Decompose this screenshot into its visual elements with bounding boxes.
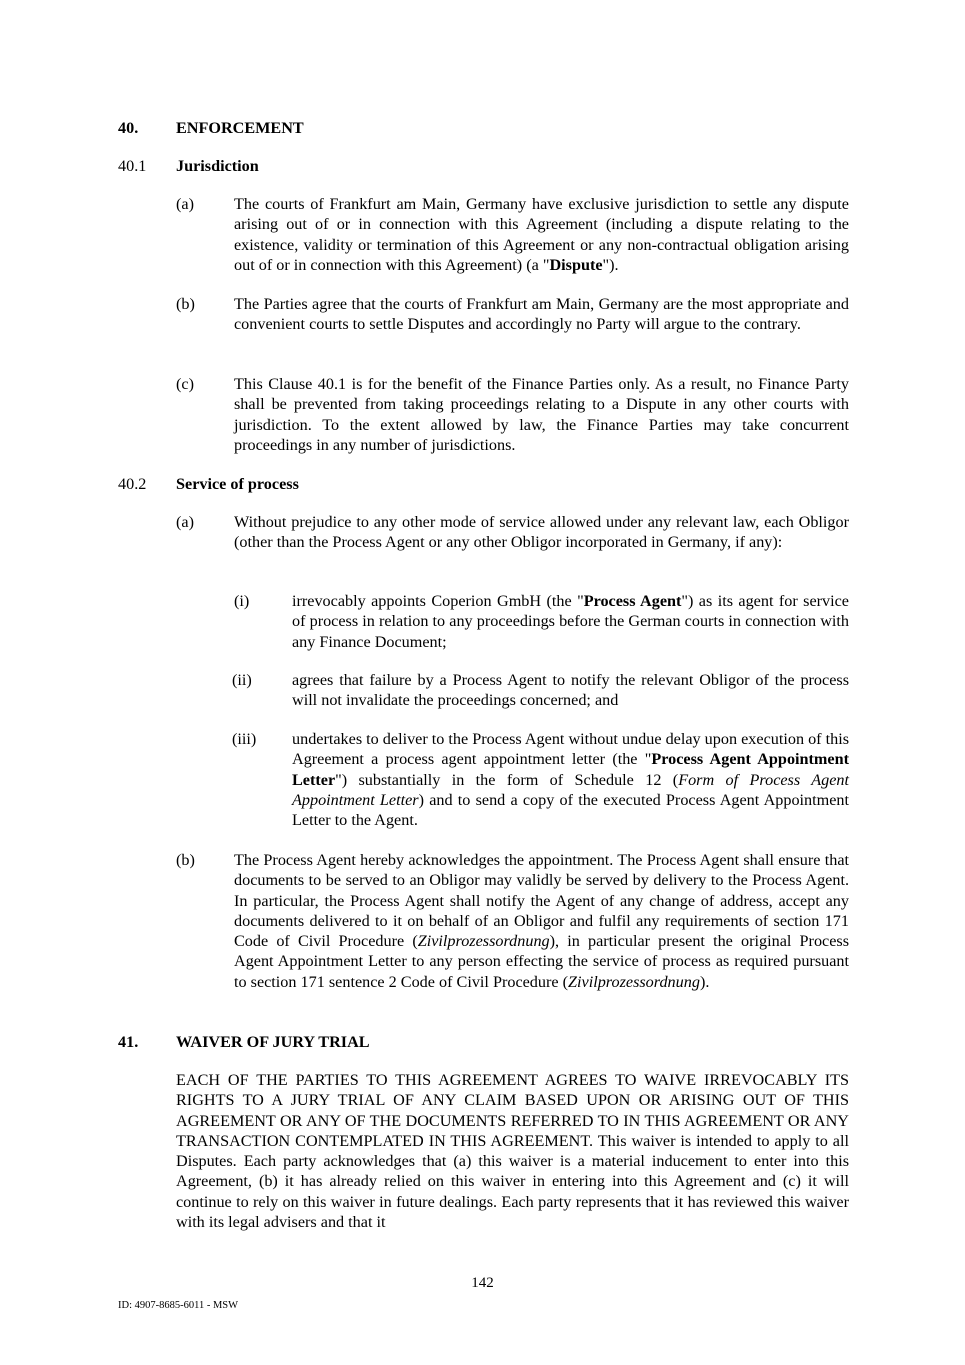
subparagraph-label: (iii) [232, 730, 257, 748]
section-number: 40. [118, 119, 139, 137]
subparagraph-text: irrevocably appoints Coperion GmbH (the "Process Agent") as its agent for service of process in relation to any proceedings before the German courts in connection with any Finance Document; [292, 592, 849, 651]
section-title: ENFORCEMENT [176, 119, 304, 137]
paragraph-text: The Parties agree that the courts of Frankfurt am Main, Germany are the most appropriate and convenient courts to settle Disputes and accordingly no Party will argue to the contrary. [234, 295, 849, 334]
subparagraph-label: (ii) [232, 671, 252, 689]
paragraph-label: (b) [176, 851, 195, 869]
clause-number: 40.1 [118, 157, 147, 175]
subparagraph-text: agrees that failure by a Process Agent to notify the relevant Obligor of the process will not invalidate the proceedings concerned; and [292, 671, 849, 710]
page-number: 142 [471, 1275, 494, 1291]
paragraph-text: Without prejudice to any other mode of service allowed under any relevant law, each Obligor (other than the Process Agent or any other Obligor incorporated in Germany, if any): [234, 513, 849, 552]
paragraph-label: (a) [176, 513, 194, 531]
paragraph-label: (c) [176, 375, 194, 393]
paragraph-text: EACH OF THE PARTIES TO THIS AGREEMENT AGREES TO WAIVE IRREVOCABLY ITS RIGHTS TO A JURY TRIAL OF ANY CLAIM BASED UPON OR ARISING OUT OF THIS AGREEMENT OR ANY OF THE DOCUMENTS REFERRED TO IN THIS AGREEMENT OR ANY TRANSACTION CONTEMPLATED IN THIS AGREEMENT. This waiver is intended to apply to all Disputes. Each party acknowledges that (a) this waiver is a material inducement to enter into this Agreement, (b) it has already relied on this waiver in entering into this Agreement and (c) it will continue to rely on this waiver in future dealings. Each party represents that it has reviewed this waiver with its legal advisers and that it [176, 1071, 849, 1232]
clause-title: Jurisdiction [176, 157, 259, 175]
section-number: 41. [118, 1033, 139, 1051]
clause-number: 40.2 [118, 475, 147, 493]
paragraph-text: The Process Agent hereby acknowledges the appointment. The Process Agent shall ensure that documents to be served to an Obligor may validly be served by delivery to the Process Agent. In particular, the Process Agent shall notify the Agent of any change of address, accept any documents delivered to it on behalf of an Obligor and fulfil any requirements of section 171 Code of Civil Procedure (Zivilprozessordnung), in particular present the original Process Agent Appointment Letter to any person effecting the service of process as required pursuant to section 171 sentence 2 Code of Civil Procedure (Zivilprozessordnung). [234, 851, 850, 991]
subparagraph-text: undertakes to deliver to the Process Agent without undue delay upon execution of this Agreement a process agent appointment letter (the "Process Agent Appointment Letter") substantially in the form of Schedule 12 (Form of Process Agent Appointment Letter) and to send a copy of the executed Process Agent Appointment Letter to the Agent. [292, 730, 850, 830]
document-id: ID: 4907-8685-6011 - MSW [118, 1300, 239, 1311]
paragraph-text: The courts of Frankfurt am Main, Germany have exclusive jurisdiction to settle any dispute arising out of or in connection with this Agreement (including a dispute relating to the existence, validity or termination of this Agreement or any non-contractual obligation arising out of or in connection with this Agreement) (a "Dispute"). [234, 195, 849, 274]
paragraph-text: This Clause 40.1 is for the benefit of the Finance Parties only. As a result, no Finance Party shall be prevented from taking proceedings relating to a Dispute in any other courts with jurisdiction. To the extent allowed by law, the Finance Parties may take concurrent proceedings in any number of jurisdictions. [234, 375, 849, 454]
clause-title: Service of process [176, 475, 299, 493]
subparagraph-label: (i) [234, 592, 250, 610]
section-title: WAIVER OF JURY TRIAL [176, 1033, 370, 1051]
paragraph-label: (b) [176, 295, 195, 313]
paragraph-label: (a) [176, 195, 194, 213]
